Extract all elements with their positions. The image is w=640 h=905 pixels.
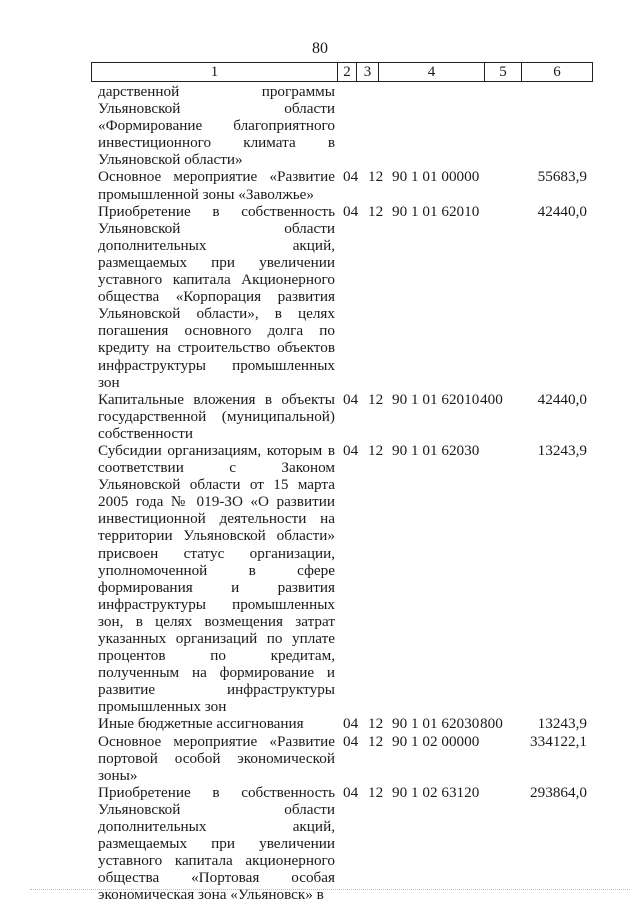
scan-edge-line xyxy=(30,889,630,891)
row-amount: 13243,9 xyxy=(537,441,587,459)
row-section: 04 xyxy=(343,715,359,733)
row-target-code: 90 1 02 63120 xyxy=(392,783,480,801)
table-row xyxy=(98,715,598,732)
row-section: 04 xyxy=(343,441,359,459)
row-target-code: 90 1 01 62030 xyxy=(392,441,480,459)
table-row xyxy=(98,442,598,716)
row-name: Приобретение в собственность Ульяновской области дополнительных акций, размещаемых при увеличении уставного капитала Акционерного общества «Корпорация развития Ульяновской области», в целях погашения основного долга по кредиту на строительство объектов инфраструктуры промышленных зон xyxy=(98,202,335,391)
row-section: 04 xyxy=(343,168,359,186)
row-subsection: 12 xyxy=(368,202,384,220)
row-amount: 293864,0 xyxy=(530,783,587,801)
table-row xyxy=(98,203,598,391)
row-subsection: 12 xyxy=(368,783,384,801)
header-col-2: 2 xyxy=(338,63,357,81)
row-amount: 13243,9 xyxy=(537,715,587,733)
table-row xyxy=(98,83,598,168)
row-expense-type: 800 xyxy=(480,715,503,733)
row-section: 04 xyxy=(343,390,359,408)
table-row xyxy=(98,733,598,784)
budget-table-body xyxy=(98,83,598,904)
row-name: Капитальные вложения в объекты государственной (муниципальной) собственности xyxy=(98,390,335,442)
row-subsection: 12 xyxy=(368,732,384,750)
table-row xyxy=(98,391,598,442)
table-row xyxy=(98,784,598,904)
page-number: 80 xyxy=(312,40,328,57)
row-target-code: 90 1 01 62010 xyxy=(392,390,480,408)
row-subsection: 12 xyxy=(368,390,384,408)
row-section: 04 xyxy=(343,202,359,220)
header-col-6: 6 xyxy=(553,64,561,80)
row-section: 04 xyxy=(343,732,359,750)
header-col-4: 4 xyxy=(379,63,485,81)
row-name: Основное мероприятие «Развитие портовой особой экономической зоны» xyxy=(98,732,335,784)
header-col-5: 5 xyxy=(485,63,522,81)
row-name: Приобретение в собственность Ульяновской области дополнительных акций, размещаемых при увеличении уставного капитала акционерного общества «Портовая особая экономическая зона «Ульяновск» в xyxy=(98,783,335,904)
row-target-code: 90 1 01 62010 xyxy=(392,202,480,220)
row-target-code: 90 1 01 62030 xyxy=(392,715,480,733)
row-expense-type: 400 xyxy=(480,390,503,408)
row-amount: 42440,0 xyxy=(537,202,587,220)
row-subsection: 12 xyxy=(368,441,384,459)
header-col-3: 3 xyxy=(357,63,379,81)
row-name: Основное мероприятие «Развитие промышленной зоны «Заволжье» xyxy=(98,168,335,203)
row-name: Субсидии организациям, которым в соответствии с Законом Ульяновской области от 15 марта 2005 года № 019-ЗО «О развитии инвестиционной деятельности на территории Ульяновской области» присвоен статус организации, уполномоченной в сфере формирования и развития инфраструктуры промышленных зон, в целях возмещения затрат указанных организаций по уплате процентов по кредитам, полученным на формирование и развитие инфраструктуры промышленных зон xyxy=(98,441,335,716)
row-subsection: 12 xyxy=(368,715,384,733)
row-subsection: 12 xyxy=(368,168,384,186)
row-target-code: 90 1 02 00000 xyxy=(392,732,480,750)
row-name: Иные бюджетные ассигнования xyxy=(98,715,304,733)
row-target-code: 90 1 01 00000 xyxy=(392,168,480,186)
table-header xyxy=(91,62,593,82)
table-row xyxy=(98,168,598,202)
row-name: дарственной программы Ульяновской области «Формирование благоприятного инвестиционного климата в Ульяновской области» xyxy=(98,83,335,169)
row-amount: 55683,9 xyxy=(537,168,587,186)
header-col-1: 1 xyxy=(92,63,338,81)
row-amount: 334122,1 xyxy=(530,732,587,750)
row-amount: 42440,0 xyxy=(537,390,587,408)
row-section: 04 xyxy=(343,783,359,801)
